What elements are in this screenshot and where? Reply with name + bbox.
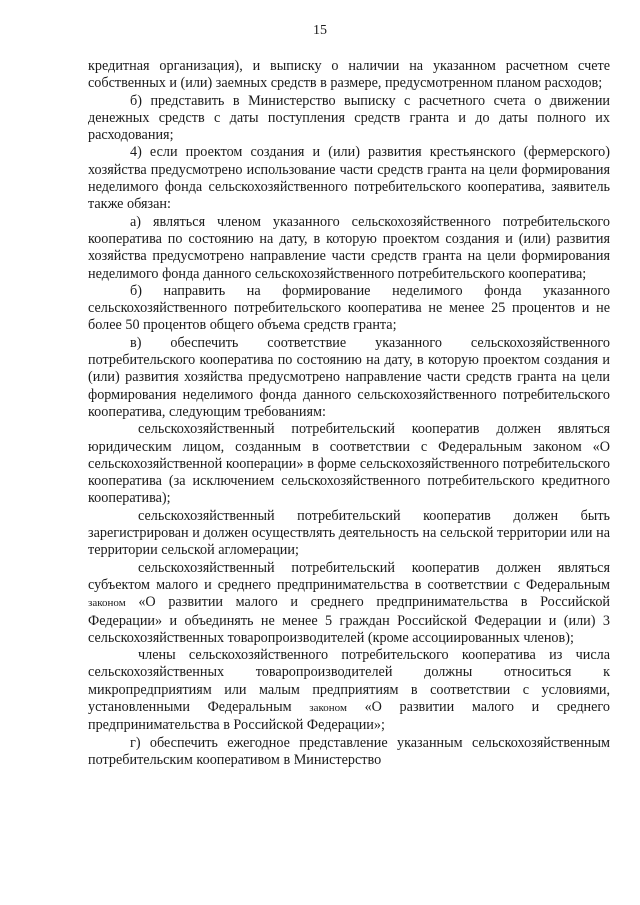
requirement-members-text-2: «О развитии малого и среднего предпринимательства в Российской Федерации»; <box>88 698 610 734</box>
requirement-sme-text-1: сельскохозяйственный потребительский кооператив должен являться субъектом малого и среднего предпринимательства в соответствии с Федеральным <box>88 559 610 593</box>
law-word-small: законом <box>88 597 126 610</box>
requirement-sme-status <box>88 560 610 647</box>
requirement-members-text-1: члены сельскохозяйственного потребительского кооператива из числа сельскохозяйственных товаропроизводителей должны относиться к микропредприятиям или малым предприятиям в соответствии с условиями, установленными Федеральным <box>88 647 610 715</box>
paragraph-subitem-v: в) обеспечить соответствие указанного сельскохозяйственного потребительского кооператива по состоянию на дату, в которую проектом создания и (или) развития хозяйства предусмотрено направление части средств гранта на цели формирования неделимого фонда данного сельскохозяйственного потребительского кооператива, следующим требованиям: <box>88 334 610 420</box>
document-body <box>88 58 610 769</box>
requirement-sme-text-2: «О развитии малого и среднего предпринимательства в Российской Федерации» и объединять не менее 5 граждан Российской Федерации и (или) 3 сельскохозяйственных товаропроизводителей (кроме ассоциированных членов); <box>88 594 611 646</box>
requirement-members <box>88 647 610 734</box>
paragraph-subitem-g: г) обеспечить ежегодное представление указанным сельскохозяйственным потребительским кооперативом в Министерство <box>88 734 610 768</box>
paragraph-item-4: 4) если проектом создания и (или) развития крестьянского (фермерского) хозяйства предусмотрено использование части средств гранта на цели формирования неделимого фонда сельскохозяйственного потребительского кооператива, заявитель также обязан: <box>88 144 610 213</box>
paragraph-continued: кредитная организация), и выписку о наличии на указанном расчетном счете собственных и (или) заемных средств в размере, предусмотренном планом расходов; <box>88 58 610 92</box>
paragraph-subitem-a: а) являться членом указанного сельскохозяйственного потребительского кооператива по состоянию на дату, в которую проектом создания и (или) развития хозяйства предусмотрено направление части средств гранта на цели формирования неделимого фонда данного сельскохозяйственного потребительского кооператива; <box>88 213 610 282</box>
page-number: 15 <box>313 23 327 38</box>
paragraph-subitem-b: б) направить на формирование неделимого фонда указанного сельскохозяйственного потребительского кооператива не менее 25 процентов и не более 50 процентов общего объема средств гранта; <box>88 282 610 334</box>
requirement-registration: сельскохозяйственный потребительский кооператив должен быть зарегистрирован и должен осуществлять деятельность на сельской территории или на территории сельской агломерации; <box>88 507 610 559</box>
law-word-small: законом <box>309 701 347 714</box>
paragraph-item-b-statement: б) представить в Министерство выписку с расчетного счета о движении денежных средств с даты поступления средств гранта и до даты полного их расходования; <box>88 92 610 144</box>
requirement-legal-entity: сельскохозяйственный потребительский кооператив должен являться юридическим лицом, созданным в соответствии с Федеральным законом «О сельскохозяйственной кооперации» в форме сельскохозяйственного потребительского кооператива (за исключением сельскохозяйственного потребительского кредитного кооператива); <box>88 421 610 507</box>
